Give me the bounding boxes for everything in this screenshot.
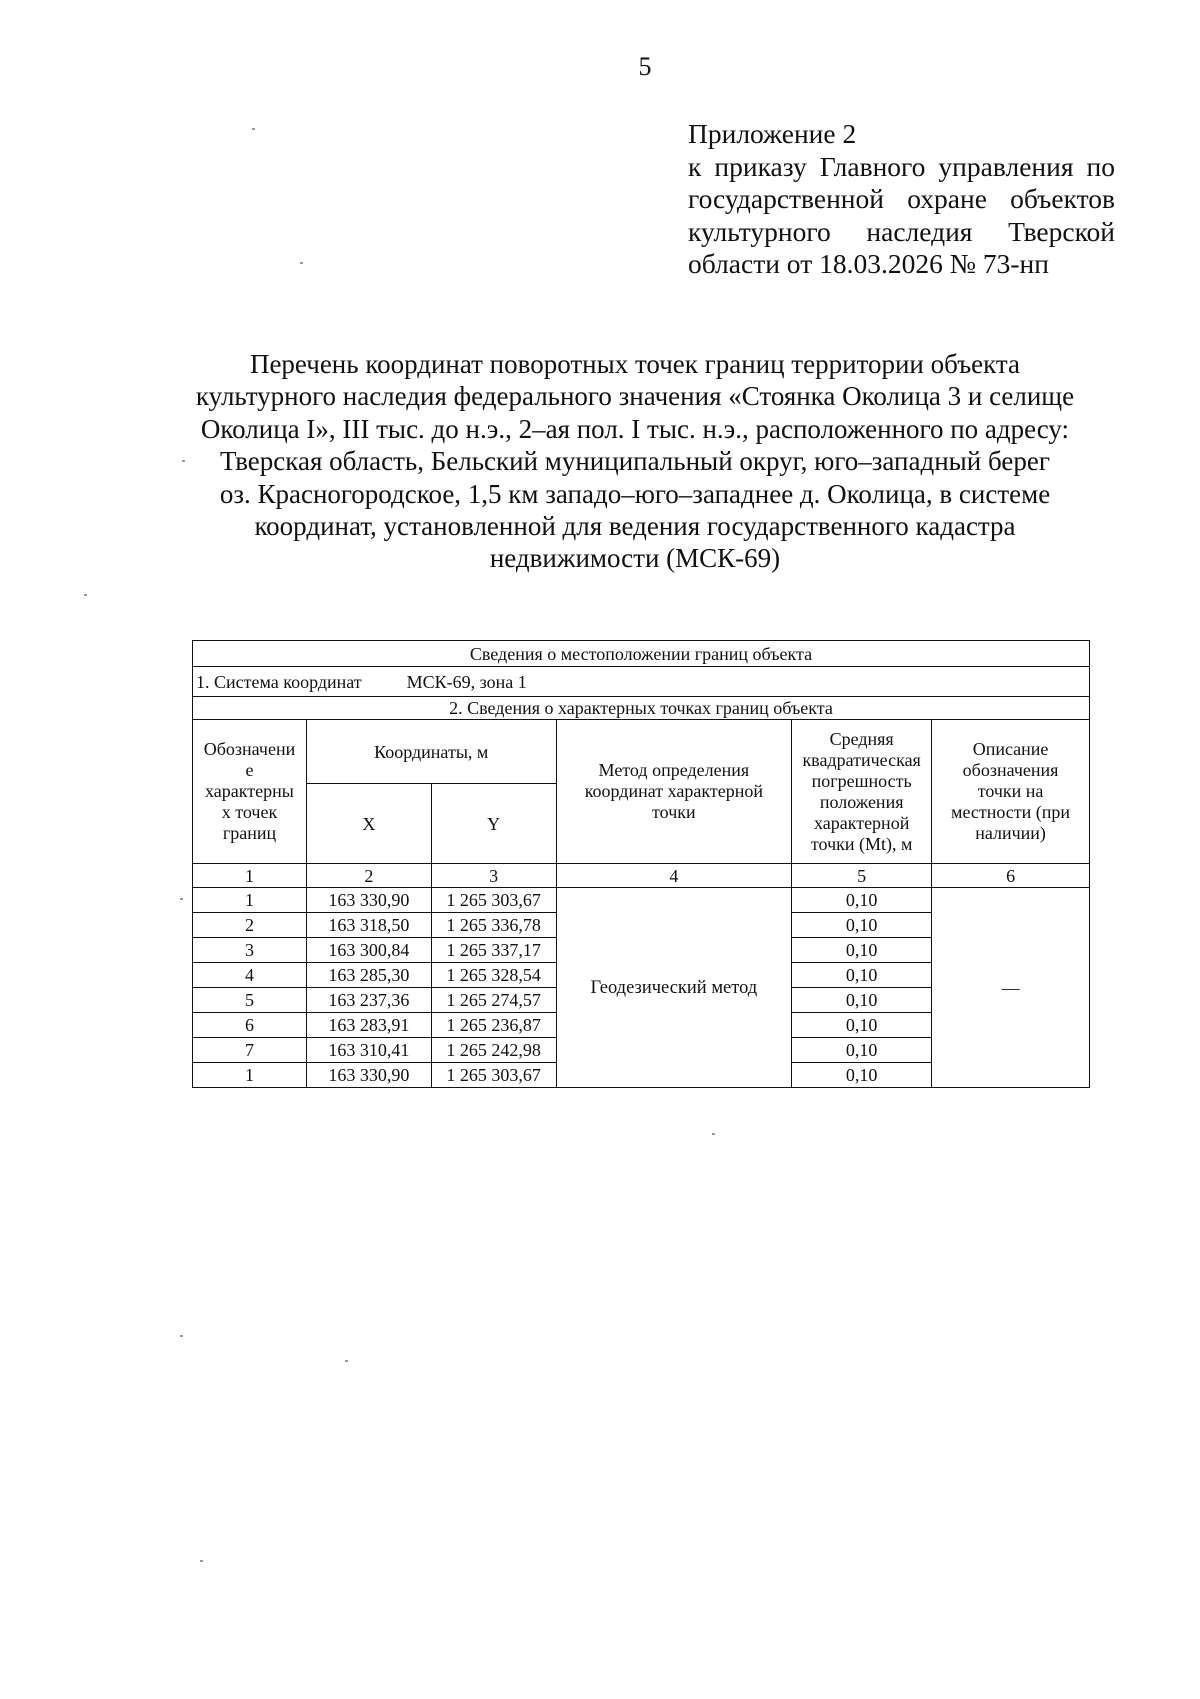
point-id: 5 — [193, 988, 307, 1013]
x-coord: 163 330,90 — [306, 1063, 431, 1088]
col-coords-header: Координаты, м — [306, 720, 556, 784]
scan-speck — [300, 262, 303, 264]
col-x-header: X — [306, 784, 431, 864]
point-id: 3 — [193, 938, 307, 963]
col-error-header: Средняя квадратическая погрешность положения характерной точки (Mt), м — [792, 720, 932, 864]
point-id: 7 — [193, 1038, 307, 1063]
appendix-line: к приказу Главного управления по — [688, 150, 1115, 182]
col-point-header: Обозначени е характерны х точек границ — [193, 720, 307, 864]
table-header-main: Сведения о местоположении границ объекта — [193, 641, 1090, 667]
appendix-line: государственной охране объектов — [688, 183, 1115, 214]
column-numbers-row — [193, 864, 1090, 888]
mt-value: 0,10 — [792, 963, 932, 988]
mt-value: 0,10 — [792, 888, 932, 913]
description-value: — — [932, 888, 1090, 1088]
document-title — [155, 348, 1115, 575]
point-id: 2 — [193, 913, 307, 938]
scan-speck — [252, 128, 255, 130]
title-line: Тверская область, Бельский муниципальный округ, юго–западный берег — [220, 446, 1050, 477]
appendix-block — [688, 118, 1115, 281]
col-method-header: Метод определения координат характерной точки — [556, 720, 792, 864]
x-coord: 163 330,90 — [306, 888, 431, 913]
y-coord: 1 265 303,67 — [431, 888, 556, 913]
title-line: Околица I», III тыс. до н.э., 2–ая пол. I тыс. н.э., расположенного по адресу: — [200, 413, 1070, 444]
col-y-header: Y — [431, 784, 556, 864]
coordinates-table — [192, 640, 1090, 1088]
title-line: недвижимости (МСК-69) — [489, 543, 781, 574]
mt-value: 0,10 — [792, 988, 932, 1013]
y-coord: 1 265 236,87 — [431, 1013, 556, 1038]
column-number: 6 — [932, 864, 1090, 888]
point-id: 6 — [193, 1013, 307, 1038]
column-number: 4 — [556, 864, 792, 888]
x-coord: 163 283,91 — [306, 1013, 431, 1038]
column-number: 3 — [431, 864, 556, 888]
y-coord: 1 265 274,57 — [431, 988, 556, 1013]
column-number: 1 — [193, 864, 307, 888]
page-number: 5 — [638, 52, 652, 81]
column-number: 2 — [306, 864, 431, 888]
table-row — [193, 888, 1090, 913]
coord-system-value: МСК-69, зона 1 — [406, 671, 527, 692]
y-coord: 1 265 242,98 — [431, 1038, 556, 1063]
scan-speck — [200, 1560, 203, 1562]
title-line: Перечень координат поворотных точек границ территории объекта — [249, 349, 1021, 379]
scan-speck — [712, 1133, 715, 1135]
title-line: координат, установленной для ведения государственного кадастра — [254, 511, 1016, 542]
mt-value: 0,10 — [792, 1063, 932, 1088]
col-desc-header: Описание обозначения точки на местности (при наличии) — [932, 720, 1090, 864]
y-coord: 1 265 303,67 — [431, 1063, 556, 1088]
coord-system-row — [193, 667, 1090, 697]
x-coord: 163 310,41 — [306, 1038, 431, 1063]
coord-system-label: 1. Система координат — [196, 671, 362, 692]
point-id: 1 — [193, 888, 307, 913]
title-line: оз. Красногородское, 1,5 км западо–юго–западнее д. Околица, в системе — [219, 478, 1051, 509]
mt-value: 0,10 — [792, 1013, 932, 1038]
mt-value: 0,10 — [792, 1038, 932, 1063]
mt-value: 0,10 — [792, 913, 932, 938]
section-2-header: 2. Сведения о характерных точках границ объекта — [193, 697, 1090, 720]
scan-speck — [180, 898, 183, 900]
x-coord: 163 318,50 — [306, 913, 431, 938]
y-coord: 1 265 328,54 — [431, 963, 556, 988]
method-value: Геодезический метод — [556, 888, 792, 1088]
appendix-line: культурного наследия Тверской — [688, 215, 1115, 247]
appendix-order-date: области от 18.03.2026 № 73-нп — [688, 248, 1049, 279]
scan-speck — [345, 1360, 348, 1362]
x-coord: 163 300,84 — [306, 938, 431, 963]
point-id: 4 — [193, 963, 307, 988]
scan-speck — [84, 594, 87, 596]
y-coord: 1 265 337,17 — [431, 938, 556, 963]
mt-value: 0,10 — [792, 938, 932, 963]
x-coord: 163 285,30 — [306, 963, 431, 988]
scan-speck — [180, 1335, 183, 1337]
y-coord: 1 265 336,78 — [431, 913, 556, 938]
point-id: 1 — [193, 1063, 307, 1088]
appendix-title: Приложение 2 — [688, 118, 857, 149]
scan-speck — [182, 460, 185, 462]
x-coord: 163 237,36 — [306, 988, 431, 1013]
column-number: 5 — [792, 864, 932, 888]
title-line: культурного наследия федерального значения «Стоянка Околица 3 и селище — [195, 381, 1075, 412]
